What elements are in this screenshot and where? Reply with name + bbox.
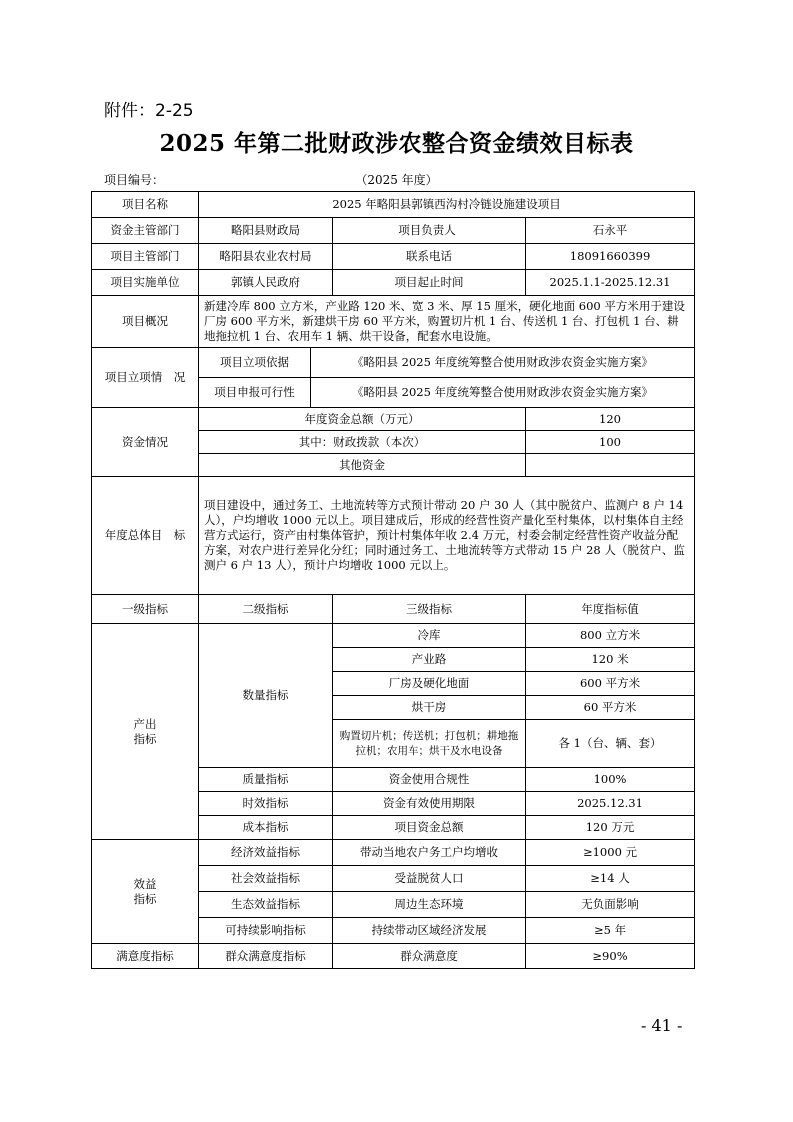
- benefit-item-value: 无负面影响: [526, 892, 695, 918]
- benefit-item-name: 周边生态环境: [333, 892, 526, 918]
- satisfaction-category: 群众满意度指标: [199, 944, 333, 969]
- overview-value: 新建冷库 800 立方米，产业路 120 米、宽 3 米、厚 15 厘米，硬化地面 600 平方米用于建设厂房 600 平方米，新建烘干房 60 平方米，购置切片机 1 台、传送机 1 台、打包机 1 台、耕地拖拉机 1 台、农用车 1 辆、烘干设备，配套水电设施。: [199, 296, 695, 348]
- output-indicator-label: 产出指标: [92, 624, 199, 840]
- cost-indicator-value: 120 万元: [526, 816, 695, 840]
- annual-goal-label: 年度总体目 标: [92, 477, 199, 595]
- quantity-item-name: 产业路: [333, 648, 526, 672]
- satisfaction-item-name: 群众满意度: [333, 944, 526, 969]
- implementer-label: 项目实施单位: [92, 270, 199, 296]
- quality-indicator-name: 资金使用合规性: [333, 768, 526, 792]
- cost-indicator-name: 项目资金总额: [333, 816, 526, 840]
- project-dept-value: 略阳县农业农村局: [199, 244, 333, 270]
- year-label: （2025 年度）: [355, 173, 438, 187]
- funds-label: 资金情况: [92, 408, 199, 477]
- period-label: 项目起止时间: [333, 270, 526, 296]
- approval-label: 项目立项情 况: [92, 348, 199, 408]
- total-funds-value: 120: [526, 408, 695, 431]
- benefit-item-name: 受益脱贫人口: [333, 866, 526, 892]
- performance-goal-table: [91, 191, 695, 969]
- page-number: - 41 -: [641, 1016, 683, 1035]
- other-funds-label: 其他资金: [199, 454, 526, 477]
- time-indicator-value: 2025.12.31: [526, 792, 695, 816]
- project-leader-label: 项目负责人: [333, 218, 526, 244]
- period-value: 2025.1.1-2025.12.31: [526, 270, 695, 296]
- benefit-category: 社会效益指标: [199, 866, 333, 892]
- other-funds-value: [526, 454, 695, 477]
- quantity-item-value: 各 1（台、辆、套）: [526, 720, 695, 768]
- basis-value: 《略阳县 2025 年度统筹整合使用财政涉农资金实施方案》: [311, 348, 695, 378]
- header-value: 年度指标值: [526, 595, 695, 624]
- quantity-item-name: 冷库: [333, 624, 526, 648]
- quantity-item-value: 120 米: [526, 648, 695, 672]
- fiscal-funds-value: 100: [526, 431, 695, 454]
- phone-value: 18091660399: [526, 244, 695, 270]
- feasibility-value: 《略阳县 2025 年度统筹整合使用财政涉农资金实施方案》: [311, 378, 695, 408]
- attachment-label: 附件：2-25: [104, 101, 194, 121]
- benefit-category: 生态效益指标: [199, 892, 333, 918]
- quantity-item-name: 烘干房: [333, 696, 526, 720]
- satisfaction-item-value: ≥90%: [526, 944, 695, 969]
- project-number-label: 项目编号：: [104, 173, 165, 187]
- quality-indicator-label: 质量指标: [199, 768, 333, 792]
- fund-dept-value: 略阳县财政局: [199, 218, 333, 244]
- benefit-item-value: ≥1000 元: [526, 840, 695, 866]
- document-title: 2025 年第二批财政涉农整合资金绩效目标表: [159, 130, 634, 157]
- cost-indicator-label: 成本指标: [199, 816, 333, 840]
- total-funds-label: 年度资金总额（万元）: [199, 408, 526, 431]
- project-dept-label: 项目主管部门: [92, 244, 199, 270]
- benefit-item-name: 带动当地农户务工户均增收: [333, 840, 526, 866]
- benefit-item-name: 持续带动区域经济发展: [333, 918, 526, 944]
- benefit-category: 经济效益指标: [199, 840, 333, 866]
- feasibility-label: 项目申报可行性: [199, 378, 311, 408]
- quantity-item-name: 厂房及硬化地面: [333, 672, 526, 696]
- project-name-label: 项目名称: [92, 192, 199, 218]
- overview-label: 项目概况: [92, 296, 199, 348]
- header-level1: 一级指标: [92, 595, 199, 624]
- quantity-item-value: 800 立方米: [526, 624, 695, 648]
- benefit-category: 可持续影响指标: [199, 918, 333, 944]
- time-indicator-label: 时效指标: [199, 792, 333, 816]
- quantity-indicator-label: 数量指标: [199, 624, 333, 768]
- basis-label: 项目立项依据: [199, 348, 311, 378]
- quantity-item-value: 600 平方米: [526, 672, 695, 696]
- header-level3: 三级指标: [333, 595, 526, 624]
- phone-label: 联系电话: [333, 244, 526, 270]
- quality-indicator-value: 100%: [526, 768, 695, 792]
- header-level2: 二级指标: [199, 595, 333, 624]
- project-leader-value: 石永平: [526, 218, 695, 244]
- fund-dept-label: 资金主管部门: [92, 218, 199, 244]
- quantity-item-name: 购置切片机；传送机；打包机；耕地拖拉机；农用车；烘干及水电设备: [333, 720, 526, 768]
- quantity-item-value: 60 平方米: [526, 696, 695, 720]
- annual-goal-value: 项目建设中，通过务工、土地流转等方式预计带动 20 户 30 人（其中脱贫户、监测户 8 户 14 人），户均增收 1000 元以上。项目建成后，形成的经营性资产量化至村集体，以村集体自主经营方式运行，资产由村集体管护，预计村集体年收 2.4 万元，村委会制定经营性资产收益分配方案，对农户进行差异化分红；同时通过务工、土地流转等方式带动 15 户 28 人（脱贫户、监测户 6 户 13 人），预计户均增收 1000 元以上。: [199, 477, 695, 595]
- project-name-value: 2025 年略阳县郭镇西沟村冷链设施建设项目: [199, 192, 695, 218]
- benefit-indicator-label: 效益指标: [92, 840, 199, 944]
- satisfaction-indicator-label: 满意度指标: [92, 944, 199, 969]
- benefit-item-value: ≥5 年: [526, 918, 695, 944]
- implementer-value: 郭镇人民政府: [199, 270, 333, 296]
- fiscal-funds-label: 其中：财政拨款（本次）: [199, 431, 526, 454]
- time-indicator-name: 资金有效使用期限: [333, 792, 526, 816]
- benefit-item-value: ≥14 人: [526, 866, 695, 892]
